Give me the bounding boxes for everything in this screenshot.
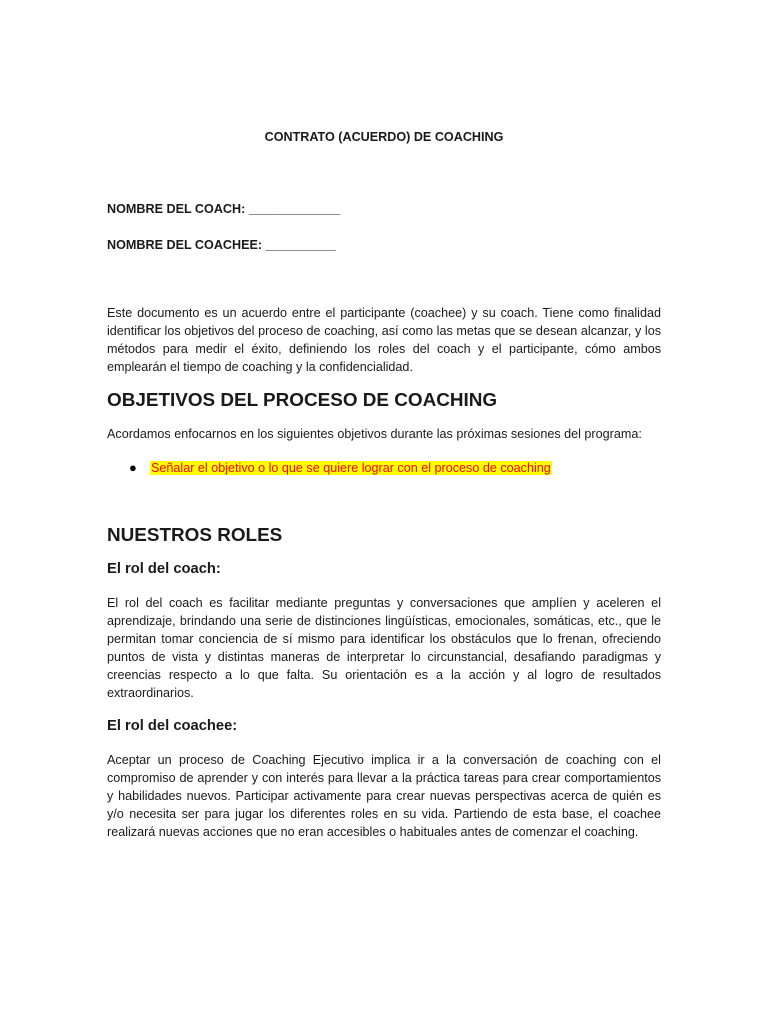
objectives-heading: OBJETIVOS DEL PROCESO DE COACHING	[107, 390, 498, 411]
intro-paragraph: Este documento es un acuerdo entre el participante (coachee) y su coach. Tiene como finalidad identificar los objetivos del proceso de coaching, así como las metas que se desean alcanzar, y los métodos para medir el éxito, definiendo los roles del coach y el participante, cómo ambos emplearán el tiempo de coaching y la confidencialidad.	[107, 306, 661, 374]
coachee-name-field: NOMBRE DEL COACHEE: __________	[107, 238, 336, 252]
roles-heading: NUESTROS ROLES	[107, 525, 283, 546]
document-body	[107, 128, 661, 841]
list-item	[107, 459, 661, 477]
coachee-role-paragraph: Aceptar un proceso de Coaching Ejecutivo implica ir a la conversación de coaching con el compromiso de aprender y con interés para llevar a la práctica tareas para crear comportamientos y habilidades nuevos. Participar activamente para crear nuevas perspectivas acerca de quién es y/o necesita ser para jugar los diferentes roles en su vida. Partiendo de esta base, el coachee realizará nuevas acciones que no eran accesibles o habituales antes de comenzar el coaching.	[107, 753, 661, 839]
coach-role-paragraph: El rol del coach es facilitar mediante preguntas y conversaciones que amplíen y aceleren el aprendizaje, brindando una serie de distinciones lingüísticas, emocionales, somáticas, etc., que le permitan tomar conciencia de sí mismo para identificar los obstáculos que lo frenan, ofreciendo puntos de vista y distintas maneras de interpretar lo circunstancial, desafiando paradigmas y creencias respecto a lo que falta. Su orientación es a la acción y al logro de resultados extraordinarios.	[107, 596, 661, 700]
document-title: CONTRATO (ACUERDO) DE COACHING	[264, 130, 504, 144]
coachee-role-heading: El rol del coachee:	[107, 718, 238, 734]
bullet-dot-icon: ●	[129, 460, 137, 475]
objectives-lead: Acordamos enfocarnos en los siguientes objetivos durante las próximas sesiones del programa:	[107, 427, 642, 441]
objectives-list	[107, 459, 661, 477]
highlighted-objective: Señalar el objetivo o lo que se quiere lograr con el proceso de coaching	[151, 461, 551, 475]
coach-name-field: NOMBRE DEL COACH: _____________	[107, 202, 340, 216]
coach-role-heading: El rol del coach:	[107, 561, 221, 577]
